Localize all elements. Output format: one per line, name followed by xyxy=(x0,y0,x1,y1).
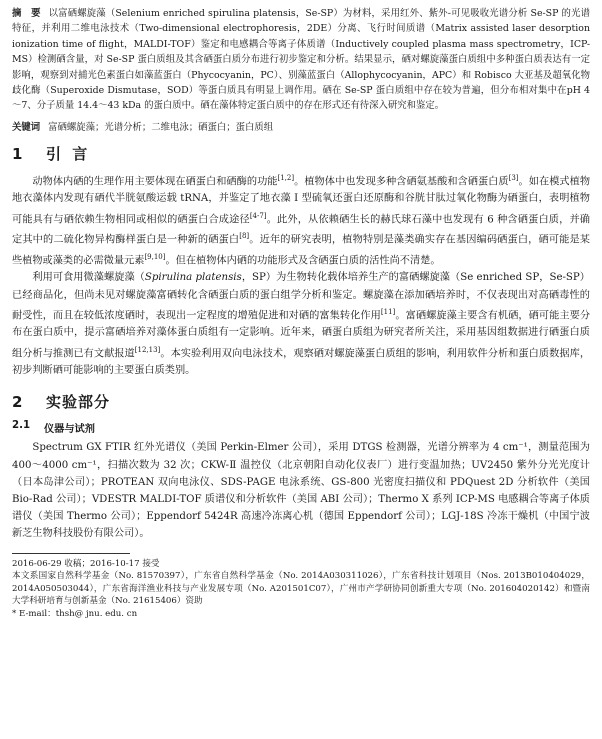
citation: [4-7] xyxy=(249,211,267,220)
intro-paragraph-2 xyxy=(12,269,590,379)
subsection-2-1-title: 仪器与试剂 xyxy=(44,424,95,436)
contact-email: * E-mail：thsh@ jnu. edu. cn xyxy=(12,609,138,620)
intro-p1-text-a: 动物体内硒的生理作用主要体现在硒蛋白和硒酶的功能 xyxy=(32,176,278,188)
citation: [9,10] xyxy=(144,252,166,261)
intro-paragraph-1 xyxy=(12,170,590,270)
section-1-number: 1 xyxy=(12,144,23,163)
abstract xyxy=(12,6,590,114)
citation: [12,13] xyxy=(134,345,161,354)
citation: [8] xyxy=(239,232,250,241)
subsection-2-1-heading xyxy=(12,420,590,435)
intro-p2-text-b: ，SP）为生物转化载体培养生产的富硒螺旋藻（Se enriched SP，Se-SP）已经商品化，但尚未见对螺旋藻富硒转化含硒蛋白质的蛋白组学分析和鉴定。螺旋藻在添加硒培养时，不仅表现出对高硒毒性的耐受性，而且在较低浓度硒时，表现出一定程度的增殖促进和对硒的富集转化作用 xyxy=(12,272,590,322)
intro-p1-text-e: 。近年的研究表明，植物特别是藻类确实存在基因编码硒蛋白，硒可能是某些植物或藻类的必需微量元素 xyxy=(12,234,590,267)
section-2-title: 实验部分 xyxy=(46,393,111,412)
subsection-2-1-number: 2.1 xyxy=(12,420,31,432)
intro-p1-text-f: 。但在植物体内硒的功能形式及含硒蛋白质的活性尚不清楚。 xyxy=(165,255,441,267)
funding-note: 本文系国家自然科学基金（No. 81570397），广东省自然科学基金（No. 2014A030311026），广东省科技计划项目（Nos. 2013B010404029，2014A050503044），广东省海洋渔业科技与产业发展专项（No. A201501C07），广州市产学研协同创新重大专项（No. 201604020142）和暨南大学科研培育与创新基金（No. 21615406）资助 xyxy=(12,571,590,607)
intro-p1-text-d: 。此外，从依赖硒生长的赫氏球石藻中也发现有 6 种含硒蛋白质，并确定其中的二硫化物异构酶样蛋白是一种新的硒蛋白 xyxy=(12,214,590,246)
keywords-text: 富硒螺旋藻；光谱分析；二维电泳；硒蛋白；蛋白质组 xyxy=(48,121,274,133)
citation: [3] xyxy=(508,173,519,182)
citation: [11] xyxy=(380,307,396,316)
citation: [1,2] xyxy=(277,173,295,182)
keywords xyxy=(12,120,590,135)
abstract-label: 摘 要 xyxy=(12,8,41,19)
section-2-number: 2 xyxy=(12,393,23,412)
intro-p1-text-c: 。如在模式植物地衣藻体内发现有硒代半胱氨酸运载 tRNA，并鉴定了地衣藻 I 型硫氧还蛋白还原酶和谷胱甘肽过氧化物酶为硒蛋白，表明植物可能具有与硒依赖生物相同或相似的硒蛋白合成途径 xyxy=(12,176,591,226)
footnote-divider xyxy=(12,553,130,554)
intro-p1-text-b: 。植物体中也发现多种含硒氨基酸和含硒蛋白质 xyxy=(294,176,509,188)
abstract-text: 以富硒螺旋藻（Selenium enriched spirulina platensis，Se-SP）为材料，采用红外、紫外-可见吸收光谱分析 Se-SP 的光谱特征，并利用二维电泳技术（Two-dimensional electrophoresis，2DE）分离、飞行时间质谱（Matrix assisted laser desorption ionization time of flight，MALDI-TOF）鉴定和电感耦合等离子体质谱（Inductively coupled plasma mass spectrometry，ICP-MS）检测硒含量，对 Se-SP 蛋白质组及其含硒蛋白质分布进行初步鉴定和分析。结果显示，硒对螺旋藻蛋白质组中多种蛋白质表达有一定影响，观察到对捕光色素蛋白如藻蓝蛋白（Phycocyanin，PC）、别藻蓝蛋白（Allophycocyanin，APC）和 Robisco 大亚基及超氧化物歧化酶（Superoxide Dismutase，SOD）等蛋白质具有明显上调作用。硒在 Se-SP 蛋白质组中存在较为普遍，但分布相对集中在pH 4～7、分子质量 14.4～43 kDa 的蛋白质中。硒在藻体特定蛋白质中的存在形式还有待深入研究和鉴定。 xyxy=(12,8,590,112)
intro-p2-text-c: 。富硒螺旋藻主要含有机硒，硒可能主要分布在蛋白质中，提示富硒培养对藻体蛋白质组有一定影响。近年来，硒蛋白质组为研究者所关注，采用基因组数据进行硒蛋白质组分析与推测已有文献报道 xyxy=(12,310,591,360)
section-1-heading xyxy=(12,143,590,164)
intro-p2-text-d: 。本实验利用双向电泳技术，观察硒对螺旋藻蛋白质组的影响，利用软件分析和蛋白质数据库，初步判断硒可能影响的主要蛋白质类别。 xyxy=(12,348,591,377)
section-1-title: 引 言 xyxy=(46,144,91,163)
section-2-heading xyxy=(12,391,590,412)
instruments-paragraph: Spectrum GX FTIR 红外光谱仪（美国 Perkin-Elmer 公司），采用 DTGS 检测器，光谱分辨率为 4 cm⁻¹，测量范围为 400～4000 cm⁻¹，扫描次数为 32 次；CKW-Ⅱ 温控仪（北京朝阳自动化仪表厂）进行变温加热；UV2450 紫外分光光度计（日本岛津公司）；PROTEAN 双向电泳仪、SDS-PAGE 电泳系统、GS-800 光密度扫描仪和 PDQuest 2D 分析软件（美国 Bio-Rad 公司）；VDESTR MALDI-TOF 质谱仪和分析软件（美国 ABI 公司）；Thermo X 系列 ICP-MS 电感耦合等离子体质谱仪（美国 Thermo 公司）；Eppendorf 5424R 高速冷冻离心机（德国 Eppendorf 公司）；LGJ-18S 冷冻干燥机（中国宁波新芝生物科技股份有限公司）。 xyxy=(12,442,590,540)
intro-p2-text-a: 利用可食用微藻螺旋藻（ xyxy=(32,272,145,284)
species-name: Spirulina platensis xyxy=(144,272,242,284)
keywords-label: 关键词 xyxy=(12,121,41,133)
received-dates: 2016-06-29 收稿；2016-10-17 接受 xyxy=(12,558,160,569)
footnotes xyxy=(12,558,590,621)
